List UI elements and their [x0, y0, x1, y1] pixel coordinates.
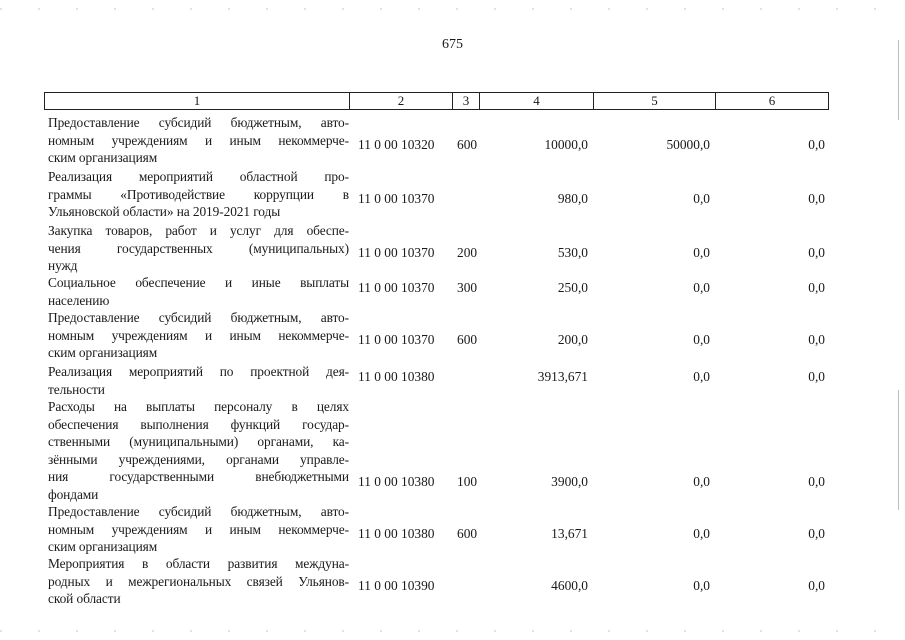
description-line: Предоставление субсидий бюджетным, авто-	[48, 115, 349, 130]
amount-col-6: 0,0	[808, 368, 825, 384]
description-line: ским организациям	[48, 539, 158, 554]
amount-col-5: 0,0	[693, 473, 710, 489]
description-line: родных и межрегиональных связей Ульянов-	[48, 573, 349, 589]
amount-col-6: 0,0	[808, 526, 825, 541]
description-line: тельности	[48, 381, 105, 397]
table-header	[44, 92, 829, 110]
target-article-code: 11 0 00 10370	[358, 191, 435, 206]
row-description	[48, 168, 349, 221]
description-line: чения государственных (муниципальных)	[48, 240, 349, 256]
row-description	[48, 555, 349, 608]
expense-type-code: 600	[457, 137, 478, 152]
amount-col-4: 3900,0	[551, 473, 588, 489]
amount-col-5: 0,0	[693, 526, 710, 541]
amount-col-6: 0,0	[808, 473, 825, 489]
amount-col-4: 4600,0	[551, 578, 588, 593]
expense-type-code: 300	[457, 279, 478, 295]
description-line: Расходы на выплаты персоналу в целях	[48, 399, 349, 414]
description-line: Социальное обеспечение и иные выплаты	[48, 275, 349, 290]
amount-col-4: 200,0	[557, 332, 588, 347]
description-line: зёнными учреждениями, органами управле-	[48, 451, 349, 467]
amount-col-6: 0,0	[808, 578, 825, 593]
row-description	[48, 222, 349, 275]
description-line: Мероприятия в области развития междуна-	[48, 556, 349, 571]
row-description	[48, 114, 349, 167]
amount-col-5: 0,0	[693, 368, 710, 384]
description-line: ским организациям	[48, 345, 158, 360]
row-description	[48, 309, 349, 362]
target-article-code: 11 0 00 10380	[358, 526, 435, 541]
description-line: нужд	[48, 258, 78, 273]
description-line: ственными (муниципальными) органами, ка-	[48, 434, 349, 449]
amount-col-6: 0,0	[808, 245, 825, 260]
amount-col-4: 10000,0	[544, 137, 588, 152]
amount-col-4: 250,0	[557, 279, 588, 295]
target-article-code: 11 0 00 10390	[358, 578, 435, 593]
description-line: Предоставление субсидий бюджетным, авто-	[48, 504, 349, 519]
header-col-3: 3	[453, 93, 480, 109]
amount-col-5: 0,0	[693, 279, 710, 295]
scan-artifact-bottom	[0, 630, 905, 632]
header-col-2: 2	[350, 93, 453, 109]
row-description	[48, 274, 349, 309]
description-line: Реализация мероприятий областной про-	[48, 169, 349, 184]
target-article-code: 11 0 00 10320	[358, 137, 435, 152]
amount-col-4: 980,0	[557, 191, 588, 206]
description-line: Предоставление субсидий бюджетным, авто-	[48, 310, 349, 325]
expense-type-code: 600	[457, 526, 478, 541]
description-line: Реализация мероприятий по проектной дея-	[48, 364, 349, 379]
amount-col-6: 0,0	[808, 279, 825, 295]
description-line: ской области	[48, 591, 121, 606]
header-col-4: 4	[480, 93, 594, 109]
amount-col-6: 0,0	[808, 191, 825, 206]
description-line: номным учреждениям и иным некоммерче-	[48, 327, 349, 343]
description-line: ния государственными внебюджетными	[48, 469, 349, 484]
expense-type-code: 200	[457, 245, 478, 260]
description-line: номным учреждениям и иным некоммерче-	[48, 132, 349, 148]
expense-type-code: 600	[457, 332, 478, 347]
expense-type-code: 100	[457, 473, 478, 489]
description-line: номным учреждениям и иным некоммерче-	[48, 521, 349, 537]
description-line: ским организациям	[48, 150, 158, 165]
amount-col-6: 0,0	[808, 137, 825, 152]
description-line: фондами	[48, 486, 99, 502]
amount-col-5: 0,0	[693, 332, 710, 347]
header-col-5: 5	[594, 93, 716, 109]
header-col-6: 6	[768, 93, 776, 108]
page-number: 675	[442, 37, 463, 52]
amount-col-4: 530,0	[557, 245, 588, 260]
row-description	[48, 398, 349, 503]
row-description	[48, 363, 349, 398]
scan-artifact-top	[0, 8, 905, 10]
description-line: Ульяновской области» на 2019-2021 годы	[48, 204, 281, 219]
amount-col-5: 50000,0	[666, 137, 710, 152]
amount-col-6: 0,0	[808, 332, 825, 347]
description-line: Закупка товаров, работ и услуг для обеспе-	[48, 223, 349, 238]
row-description	[48, 503, 349, 556]
target-article-code: 11 0 00 10380	[358, 473, 435, 489]
description-line: граммы «Противодействие коррупции в	[48, 186, 349, 202]
target-article-code: 11 0 00 10380	[358, 368, 435, 384]
amount-col-5: 0,0	[693, 191, 710, 206]
header-col-1: 1	[45, 93, 350, 109]
scan-edge-line	[898, 390, 899, 510]
amount-col-5: 0,0	[693, 578, 710, 593]
amount-col-4: 13,671	[551, 526, 588, 541]
description-line: населению	[48, 292, 110, 308]
amount-col-4: 3913,671	[537, 368, 588, 384]
target-article-code: 11 0 00 10370	[358, 279, 435, 295]
amount-col-5: 0,0	[693, 245, 710, 260]
target-article-code: 11 0 00 10370	[358, 245, 435, 260]
target-article-code: 11 0 00 10370	[358, 332, 435, 347]
description-line: обеспечения выполнения функций государ-	[48, 416, 349, 432]
